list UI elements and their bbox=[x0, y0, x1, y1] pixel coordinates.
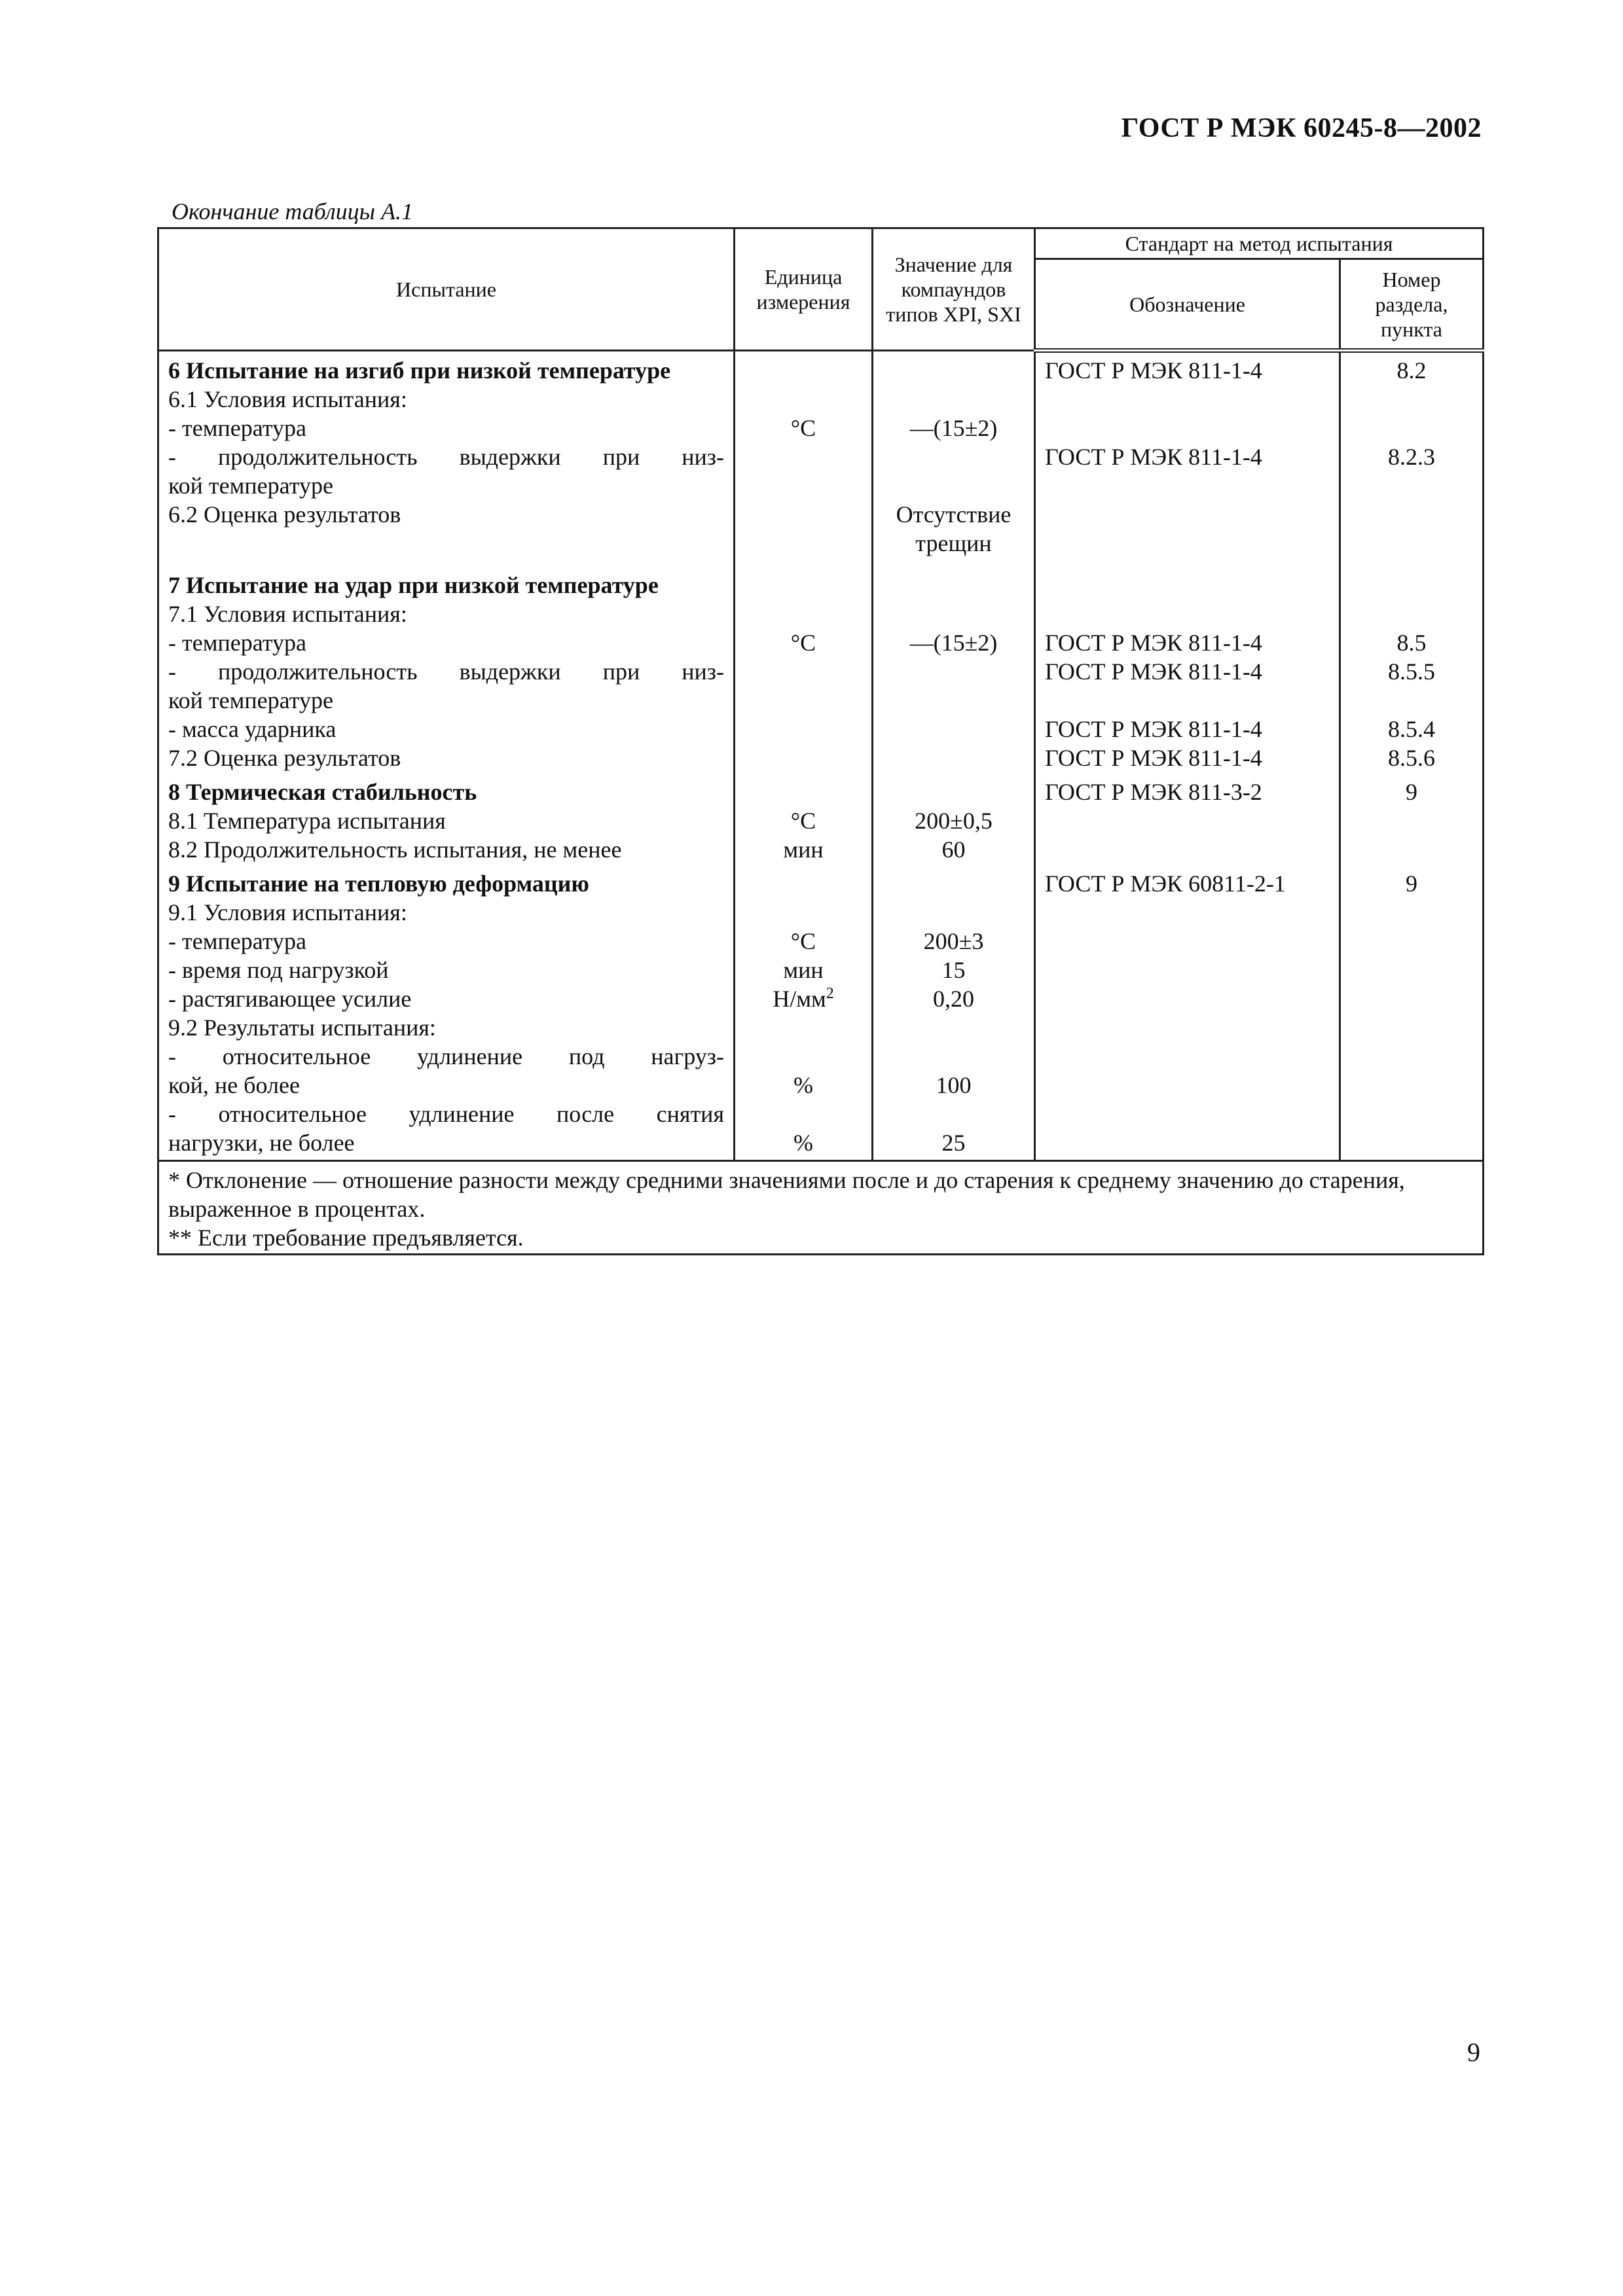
table-row bbox=[158, 442, 1484, 471]
test-table bbox=[157, 227, 1484, 1255]
test-cell: - масса ударника bbox=[158, 715, 735, 744]
table-row bbox=[158, 471, 1484, 500]
table-caption: Окончание таблицы А.1 bbox=[172, 198, 414, 224]
page-number: 9 bbox=[1467, 2037, 1480, 2067]
unit-cell: % bbox=[735, 1128, 873, 1161]
section-cell: 8.5.5 bbox=[1340, 657, 1484, 686]
test-cell: кой температуре bbox=[158, 686, 735, 715]
designation-cell: ГОСТ Р МЭК 811-1-4 bbox=[1035, 356, 1340, 385]
table-row bbox=[158, 715, 1484, 744]
unit-cell: мин bbox=[735, 835, 873, 864]
value-cell: —(15±2) bbox=[873, 414, 1035, 442]
table-footnotes bbox=[158, 1160, 1484, 1254]
test-cell: 8 Термическая стабильность bbox=[158, 778, 735, 806]
unit-cell: °С bbox=[735, 414, 873, 442]
value-cell: 200±3 bbox=[873, 927, 1035, 956]
header-standard-group: Стандарт на метод испытания bbox=[1035, 228, 1484, 259]
value-cell: 15 bbox=[873, 956, 1035, 984]
unit-cell bbox=[735, 984, 873, 1013]
table-row bbox=[158, 1042, 1484, 1071]
test-cell: - продолжительность выдержки при низ- bbox=[158, 657, 735, 686]
section-cell: 8.2.3 bbox=[1340, 442, 1484, 471]
test-cell: - растягивающее усилие bbox=[158, 984, 735, 1013]
test-cell: - время под нагрузкой bbox=[158, 956, 735, 984]
test-cell: кой температуре bbox=[158, 471, 735, 500]
table-row bbox=[158, 927, 1484, 956]
test-cell: 6.1 Условия испытания: bbox=[158, 385, 735, 414]
test-cell: 9 Испытание на тепловую деформацию bbox=[158, 869, 735, 898]
table-row bbox=[158, 984, 1484, 1013]
footnote-deviation: * Отклонение — отношение разности между средними значениями после и до старения к среднему значению до старения, выраженное в процентах. bbox=[168, 1166, 1405, 1222]
unit-cell: °С bbox=[735, 806, 873, 835]
unit-superscript: 2 bbox=[826, 984, 834, 1002]
table-row bbox=[158, 686, 1484, 715]
table-row bbox=[158, 385, 1484, 414]
test-cell: - относительное удлинение после снятия bbox=[158, 1100, 735, 1128]
table-row bbox=[158, 898, 1484, 927]
test-cell: - относительное удлинение под нагруз- bbox=[158, 1042, 735, 1071]
value-cell: 100 bbox=[873, 1071, 1035, 1100]
section-cell: 9 bbox=[1340, 869, 1484, 898]
designation-cell: ГОСТ Р МЭК 60811-2-1 bbox=[1035, 869, 1340, 898]
test-cell: 7.1 Условия испытания: bbox=[158, 600, 735, 628]
designation-cell: ГОСТ Р МЭК 811-1-4 bbox=[1035, 442, 1340, 471]
section-cell: 8.2 bbox=[1340, 356, 1484, 385]
test-cell: 9.2 Результаты испытания: bbox=[158, 1013, 735, 1042]
table-row bbox=[158, 657, 1484, 686]
test-cell: 7 Испытание на удар при низкой температуре bbox=[158, 571, 735, 600]
value-cell: Отсутствие bbox=[873, 500, 1035, 529]
test-cell: кой, не более bbox=[158, 1071, 735, 1100]
test-cell: 8.1 Температура испытания bbox=[158, 806, 735, 835]
table-row bbox=[158, 744, 1484, 772]
unit-cell: °С bbox=[735, 927, 873, 956]
table-row bbox=[158, 806, 1484, 835]
table-row bbox=[158, 778, 1484, 806]
test-cell: 6.2 Оценка результатов bbox=[158, 500, 735, 529]
value-cell: 0,20 bbox=[873, 984, 1035, 1013]
table-row bbox=[158, 835, 1484, 864]
value-cell: —(15±2) bbox=[873, 628, 1035, 657]
table-row bbox=[158, 956, 1484, 984]
footnote-requirement: ** Если требование предъявляется. bbox=[168, 1224, 524, 1251]
value-cell: 25 bbox=[873, 1128, 1035, 1161]
table-row bbox=[158, 571, 1484, 600]
table-row bbox=[158, 1128, 1484, 1161]
designation-cell: ГОСТ Р МЭК 811-1-4 bbox=[1035, 744, 1340, 772]
table-row bbox=[158, 356, 1484, 385]
table-row bbox=[158, 500, 1484, 529]
section-cell: 8.5 bbox=[1340, 628, 1484, 657]
test-cell: - температура bbox=[158, 628, 735, 657]
table-row bbox=[158, 1071, 1484, 1100]
section-cell: 8.5.6 bbox=[1340, 744, 1484, 772]
unit-text: Н/мм bbox=[773, 985, 826, 1012]
table-row bbox=[158, 869, 1484, 898]
header-test: Испытание bbox=[158, 228, 735, 351]
unit-cell: мин bbox=[735, 956, 873, 984]
designation-cell: ГОСТ Р МЭК 811-1-4 bbox=[1035, 628, 1340, 657]
test-cell: нагрузки, не более bbox=[158, 1128, 735, 1161]
value-cell: трещин bbox=[873, 529, 1035, 558]
table-row bbox=[158, 414, 1484, 442]
designation-cell: ГОСТ Р МЭК 811-1-4 bbox=[1035, 657, 1340, 686]
value-cell: 200±0,5 bbox=[873, 806, 1035, 835]
header-section: Номер раздела, пункта bbox=[1340, 259, 1484, 351]
designation-cell: ГОСТ Р МЭК 811-1-4 bbox=[1035, 715, 1340, 744]
test-cell: - температура bbox=[158, 414, 735, 442]
test-cell: 7.2 Оценка результатов bbox=[158, 744, 735, 772]
test-cell: - продолжительность выдержки при низ- bbox=[158, 442, 735, 471]
header-unit: Единица измерения bbox=[735, 228, 873, 351]
table-row bbox=[158, 1013, 1484, 1042]
table-row bbox=[158, 628, 1484, 657]
table-row bbox=[158, 529, 1484, 558]
table-row bbox=[158, 600, 1484, 628]
document-header-title: ГОСТ Р МЭК 60245-8—2002 bbox=[1121, 113, 1482, 143]
test-cell: 8.2 Продолжительность испытания, не менее bbox=[158, 835, 735, 864]
value-cell: 60 bbox=[873, 835, 1035, 864]
section-cell: 8.5.4 bbox=[1340, 715, 1484, 744]
header-designation: Обозначение bbox=[1035, 259, 1340, 351]
table-row bbox=[158, 1100, 1484, 1128]
table-header-row bbox=[158, 228, 1484, 259]
unit-cell: % bbox=[735, 1071, 873, 1100]
test-cell: - температура bbox=[158, 927, 735, 956]
designation-cell: ГОСТ Р МЭК 811-3-2 bbox=[1035, 778, 1340, 806]
unit-cell: °С bbox=[735, 628, 873, 657]
header-value: Значение для компаундов типов XPI, SXI bbox=[873, 228, 1035, 351]
test-cell: 6 Испытание на изгиб при низкой температуре bbox=[158, 356, 735, 385]
section-cell: 9 bbox=[1340, 778, 1484, 806]
test-cell: 9.1 Условия испытания: bbox=[158, 898, 735, 927]
